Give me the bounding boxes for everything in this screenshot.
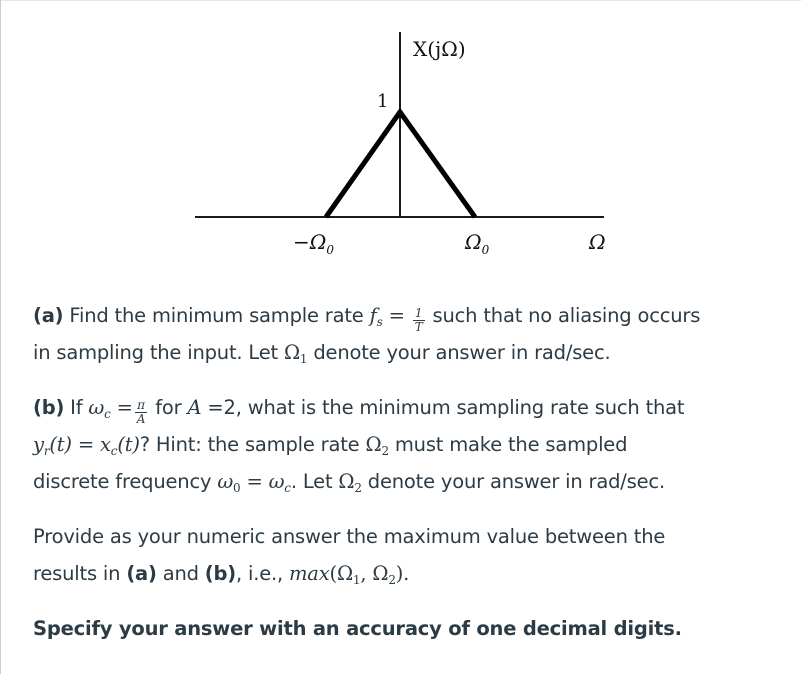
provide-line-1: Provide as your numeric answer the maximum value between the [33, 525, 666, 548]
part-a-label: (a) [33, 304, 64, 327]
fraction-one-over-t: $\frac{1}{T}$ [414, 306, 423, 334]
fraction-pi-over-a: $\frac{\pi}{A}$ [136, 398, 146, 426]
part-b-label: (b) [33, 396, 65, 419]
accuracy-instruction: Specify your answer with an accuracy of one decimal digits. [33, 617, 682, 640]
axis-variable-label: Ω [589, 230, 606, 254]
left-tick-label: $-\Omega_0$ [293, 230, 334, 257]
part-a-line-2: in sampling the input. Let $\Omega_1$ denote your answer in rad/sec. [33, 341, 611, 366]
part-b-line-2: $y_r(t) = x_c(t)$? Hint: the sample rate $\Omega_2$ must make the sampled [33, 433, 628, 458]
part-a-line-1: (a) Find the minimum sample rate $f_s$ = $\frac{1}{T}$ such that no aliasing occurs [33, 304, 701, 334]
provide-line-2: results in (a) and (b), i.e., $\max(\Omega_1$, $\Omega_2$). [33, 562, 410, 587]
part-b-line-1: (b) If $\omega_c$ = $\frac{\pi}{A}$ for A =2, what is the minimum sampling rate such that [33, 396, 685, 426]
peak-label: 1 [377, 91, 389, 112]
right-tick-label: $\Omega_0$ [465, 230, 490, 257]
part-b-line-3: discrete frequency $\omega_0 = \omega_c$. Let $\Omega_2$ denote your answer in rad/sec. [33, 470, 665, 495]
figure-title: X(jΩ) [413, 37, 466, 61]
spectrum-figure [0, 0, 801, 290]
